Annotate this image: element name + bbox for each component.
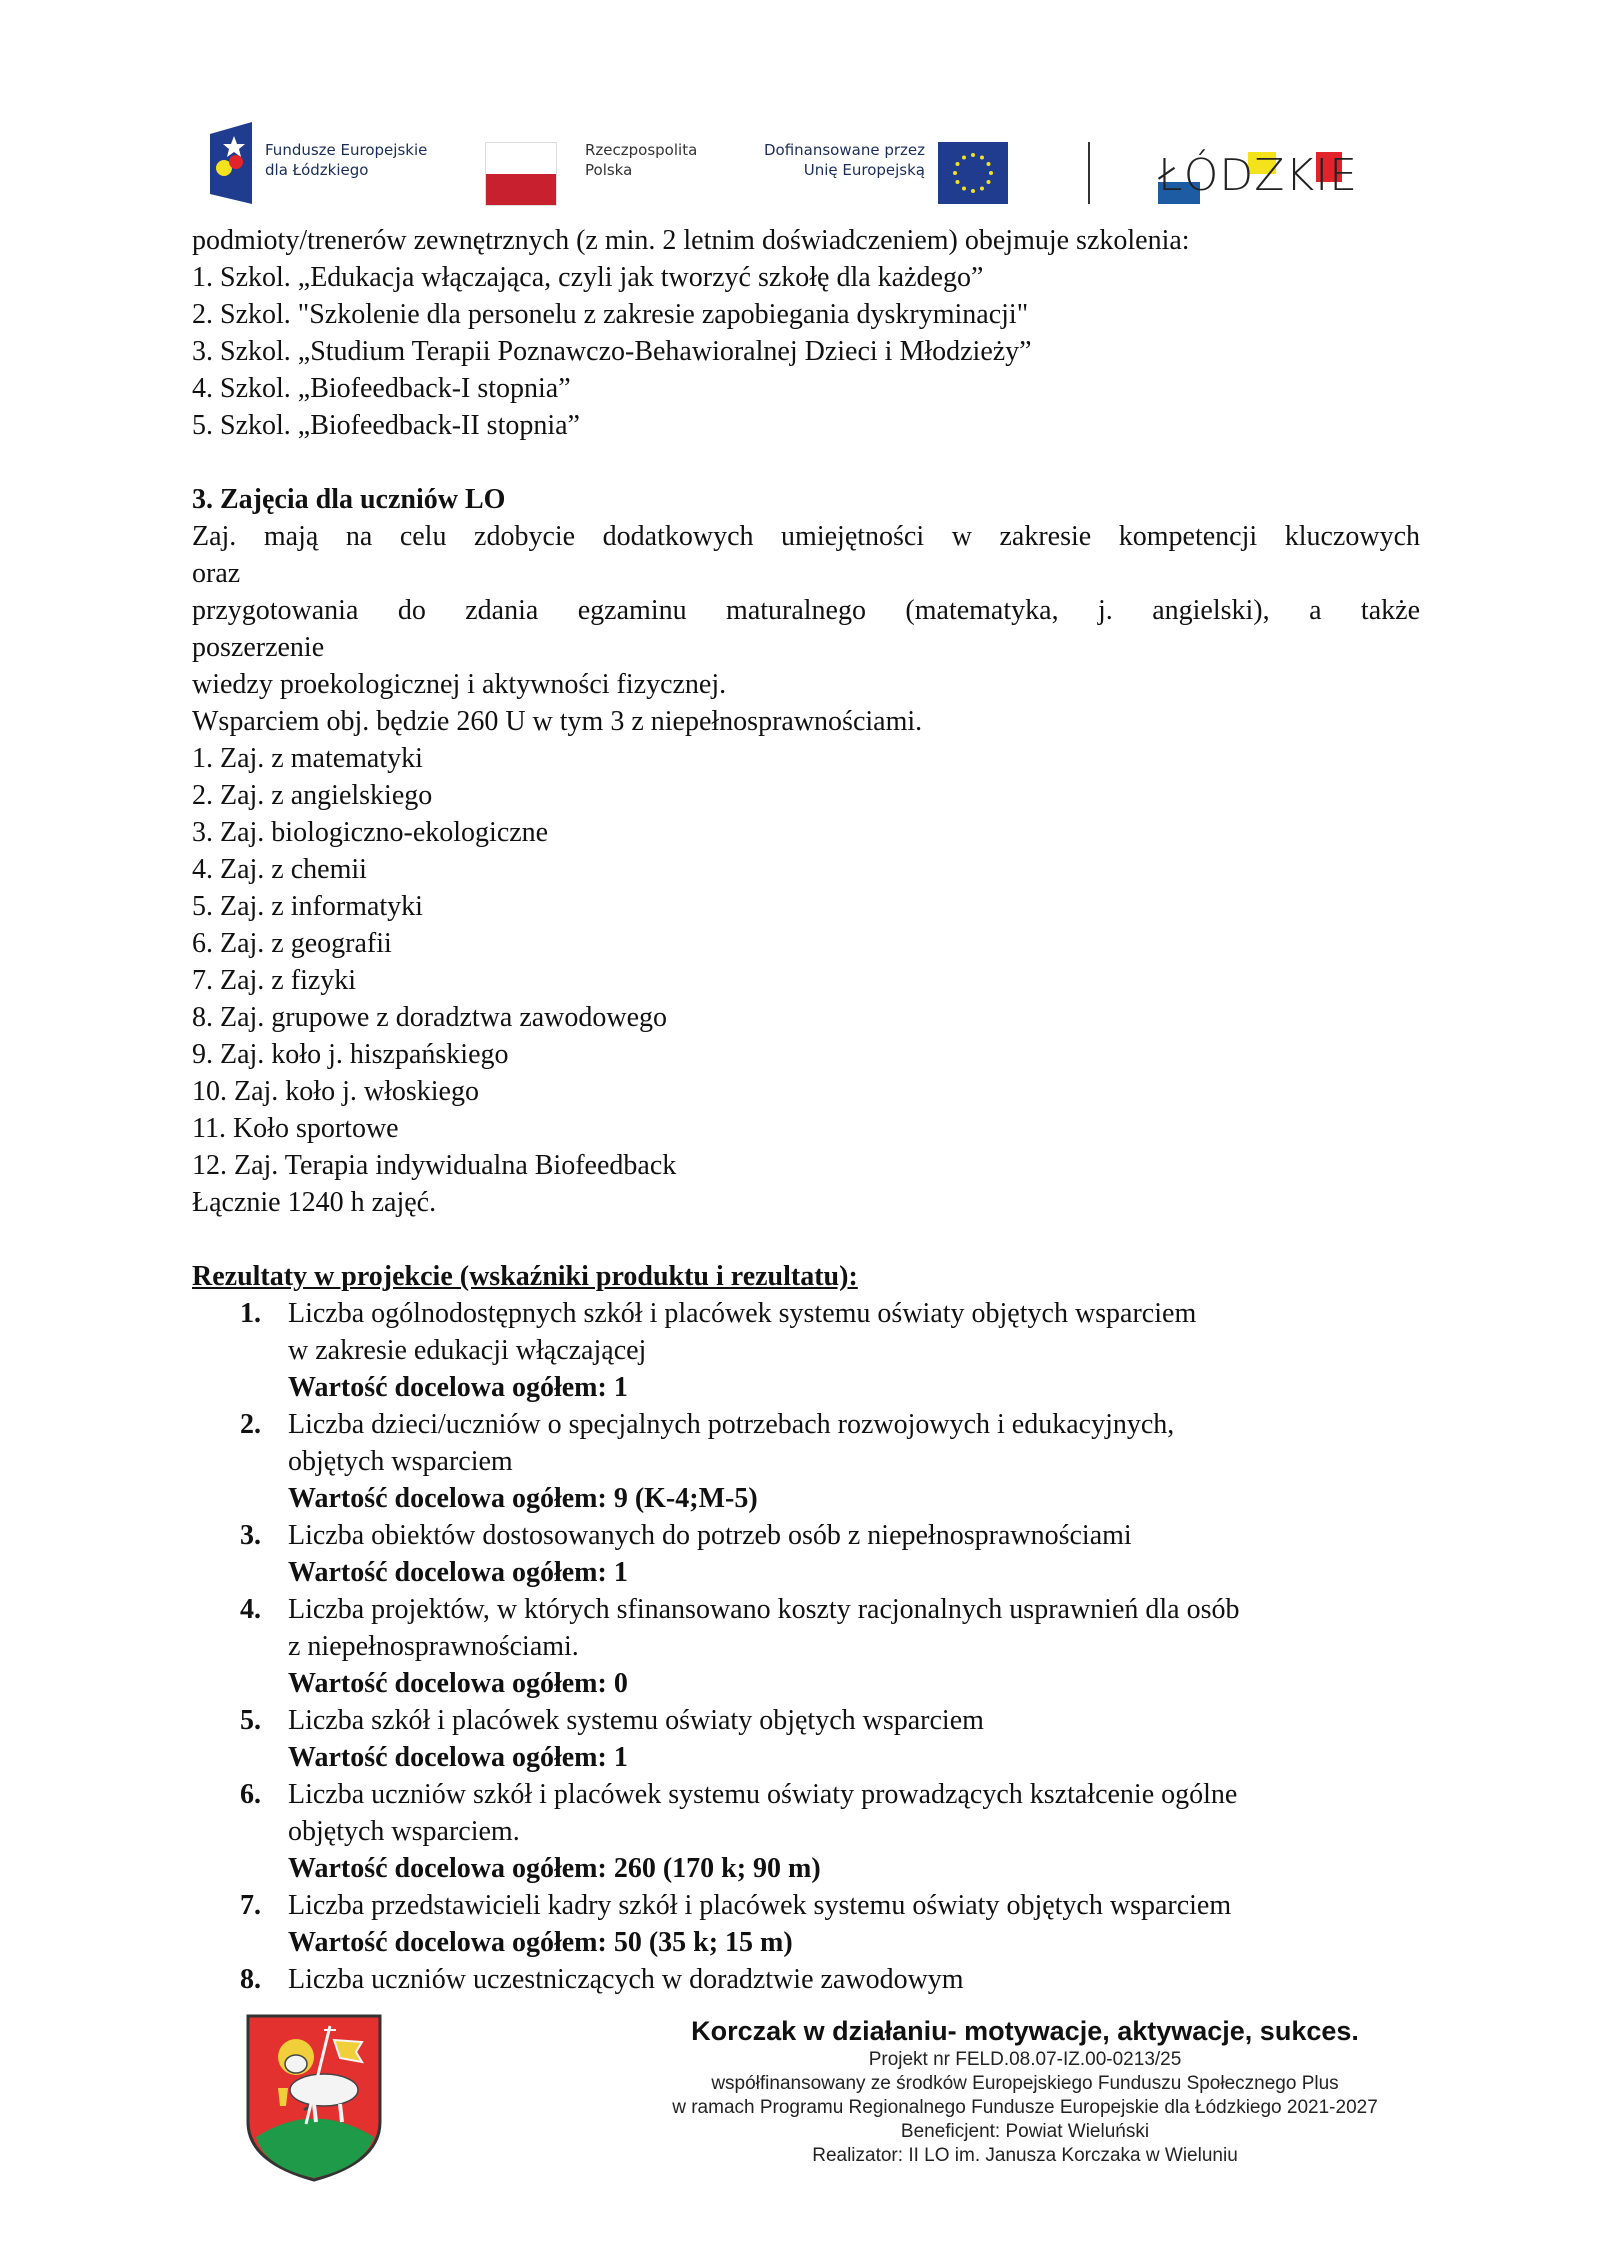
result-text: Liczba ogólnodostępnych szkół i placówek systemu oświaty objętych wsparciem — [288, 1298, 1197, 1329]
beneficiary-line: Beneficjent: Powiat Wieluński — [900, 2121, 1150, 2142]
logo-separator — [1088, 142, 1090, 204]
training-item: 5. Szkol. „Biofeedback-II stopnia” — [192, 410, 580, 441]
fundusze-europejskie-label — [265, 140, 427, 180]
result-number: 6. — [240, 1779, 261, 1810]
result-text: w zakresie edukacji włączającej — [288, 1335, 647, 1366]
result-text: Liczba projektów, w których sfinansowano koszty racjonalnych usprawnień dla osób — [288, 1594, 1240, 1625]
header-logos-bar — [190, 112, 1410, 212]
result-item — [192, 1887, 1420, 1961]
fe-line-2: dla Łódzkiego — [265, 161, 369, 179]
result-number: 4. — [240, 1594, 261, 1625]
result-item — [192, 1591, 1420, 1702]
training-item: 4. Szkol. „Biofeedback-I stopnia” — [192, 373, 571, 404]
result-number: 1. — [240, 1298, 261, 1329]
result-item — [192, 1776, 1420, 1887]
lo-paragraph-line: przygotowania do zdania egzaminu maturalnego (matematyka, j. angielski), a także — [192, 595, 1420, 626]
fe-line-1: Fundusze Europejskie — [265, 141, 428, 159]
project-title: Korczak w działaniu- motywacje, aktywacje, sukces. — [691, 2016, 1359, 2046]
implementer-line: Realizator: II LO im. Janusza Korczaka w Wieluniu — [812, 2145, 1238, 2166]
pl-line-2: Polska — [585, 161, 633, 179]
lo-class-item: 12. Zaj. Terapia indywidualna Biofeedback — [192, 1150, 677, 1181]
trainings-intro: podmioty/trenerów zewnętrznych (z min. 2 letnim doświadczeniem) obejmuje szkolenia: — [192, 225, 1190, 256]
result-item — [192, 1406, 1420, 1517]
lo-paragraph-line: wiedzy proekologicznej i aktywności fizycznej. — [192, 669, 727, 700]
result-item — [192, 1295, 1420, 1406]
lodzkie-logo — [1158, 134, 1398, 214]
section-heading-lo: 3. Zajęcia dla uczniów LO — [192, 484, 506, 515]
result-text: objętych wsparciem. — [288, 1816, 520, 1847]
result-target-value: Wartość docelowa ogółem: 9 (K-4;M-5) — [288, 1483, 758, 1514]
eu-line-2: Unię Europejską — [803, 161, 925, 179]
result-target-value: Wartość docelowa ogółem: 1 — [288, 1742, 628, 1773]
results-heading: Rezultaty w projekcie (wskaźniki produktu i rezultatu): — [192, 1261, 858, 1292]
result-item — [192, 1517, 1420, 1591]
result-item — [192, 1961, 1420, 1998]
wielun-coat-of-arms-icon — [244, 2012, 384, 2182]
lo-class-item: 9. Zaj. koło j. hiszpańskiego — [192, 1039, 509, 1070]
lo-class-item: 4. Zaj. z chemii — [192, 854, 367, 885]
polish-flag-icon — [485, 142, 557, 206]
footer — [0, 2012, 1600, 2212]
eu-flag-icon — [938, 142, 1008, 204]
result-target-value: Wartość docelowa ogółem: 50 (35 k; 15 m) — [288, 1927, 793, 1958]
training-item: 1. Szkol. „Edukacja włączająca, czyli jak tworzyć szkołę dla każdego” — [192, 262, 984, 293]
cofinancing-line: współfinansowany ze środków Europejskiego Funduszu Społecznego Plus — [711, 2073, 1339, 2094]
pl-line-1: Rzeczpospolita — [585, 141, 698, 159]
lo-class-item: 7. Zaj. z fizyki — [192, 965, 357, 996]
fundusze-europejskie-logo-icon — [210, 122, 252, 204]
result-text: Liczba przedstawicieli kadry szkół i placówek systemu oświaty objętych wsparciem — [288, 1890, 1232, 1921]
result-text: Liczba uczniów uczestniczących w doradztwie zawodowym — [288, 1964, 964, 1995]
program-line: w ramach Programu Regionalnego Fundusze Europejskie dla Łódzkiego 2021-2027 — [672, 2097, 1378, 2118]
rzeczpospolita-label — [585, 140, 697, 180]
result-target-value: Wartość docelowa ogółem: 1 — [288, 1372, 628, 1403]
result-text: Liczba dzieci/uczniów o specjalnych potrzebach rozwojowych i edukacyjnych, — [288, 1409, 1175, 1440]
result-target-value: Wartość docelowa ogółem: 260 (170 k; 90 m) — [288, 1853, 821, 1884]
training-item: 2. Szkol. "Szkolenie dla personelu z zakresie zapobiegania dyskryminacji" — [192, 299, 1029, 330]
lo-paragraph-line: Wsparciem obj. będzie 260 U w tym 3 z niepełnosprawnościami. — [192, 706, 923, 737]
lo-total-hours: Łącznie 1240 h zajęć. — [192, 1187, 437, 1218]
lo-paragraph-line: oraz — [192, 558, 241, 589]
result-item — [192, 1702, 1420, 1776]
lo-class-item: 2. Zaj. z angielskiego — [192, 780, 433, 811]
result-target-value: Wartość docelowa ogółem: 0 — [288, 1668, 628, 1699]
result-text: Liczba obiektów dostosowanych do potrzeb osób z niepełnosprawnościami — [288, 1520, 1132, 1551]
result-text: Liczba szkół i placówek systemu oświaty objętych wsparciem — [288, 1705, 984, 1736]
result-number: 3. — [240, 1520, 261, 1551]
lo-class-item: 3. Zaj. biologiczno-ekologiczne — [192, 817, 549, 848]
result-number: 8. — [240, 1964, 261, 1995]
lo-class-item: 8. Zaj. grupowe z doradztwa zawodowego — [192, 1002, 668, 1033]
document-body — [192, 222, 1420, 1998]
result-text: objętych wsparciem — [288, 1446, 513, 1477]
project-number: Projekt nr FELD.08.07-IZ.00-0213/25 — [868, 2049, 1182, 2070]
result-text: z niepełnosprawnościami. — [288, 1631, 579, 1662]
result-number: 7. — [240, 1890, 261, 1921]
eu-cofinancing-label — [745, 140, 925, 180]
training-item: 3. Szkol. „Studium Terapii Poznawczo-Behawioralnej Dzieci i Młodzieży” — [192, 336, 1032, 367]
result-number: 5. — [240, 1705, 261, 1736]
result-target-value: Wartość docelowa ogółem: 1 — [288, 1557, 628, 1588]
eu-line-1: Dofinansowane przez — [763, 141, 925, 159]
lo-class-item: 10. Zaj. koło j. włoskiego — [192, 1076, 479, 1107]
lo-class-item: 11. Koło sportowe — [192, 1113, 399, 1144]
lo-class-item: 6. Zaj. z geografii — [192, 928, 392, 959]
lo-paragraph-line: poszerzenie — [192, 632, 325, 663]
result-text: Liczba uczniów szkół i placówek systemu oświaty prowadzących kształcenie ogólne — [288, 1779, 1238, 1810]
lodzkie-wordmark: ŁÓDZKIE — [1158, 150, 1359, 201]
result-number: 2. — [240, 1409, 261, 1440]
footer-project-info — [610, 2014, 1440, 2168]
lo-paragraph-line: Zaj. mają na celu zdobycie dodatkowych umiejętności w zakresie kompetencji kluczowych — [192, 521, 1420, 552]
lo-class-item: 5. Zaj. z informatyki — [192, 891, 423, 922]
lo-class-item: 1. Zaj. z matematyki — [192, 743, 423, 774]
